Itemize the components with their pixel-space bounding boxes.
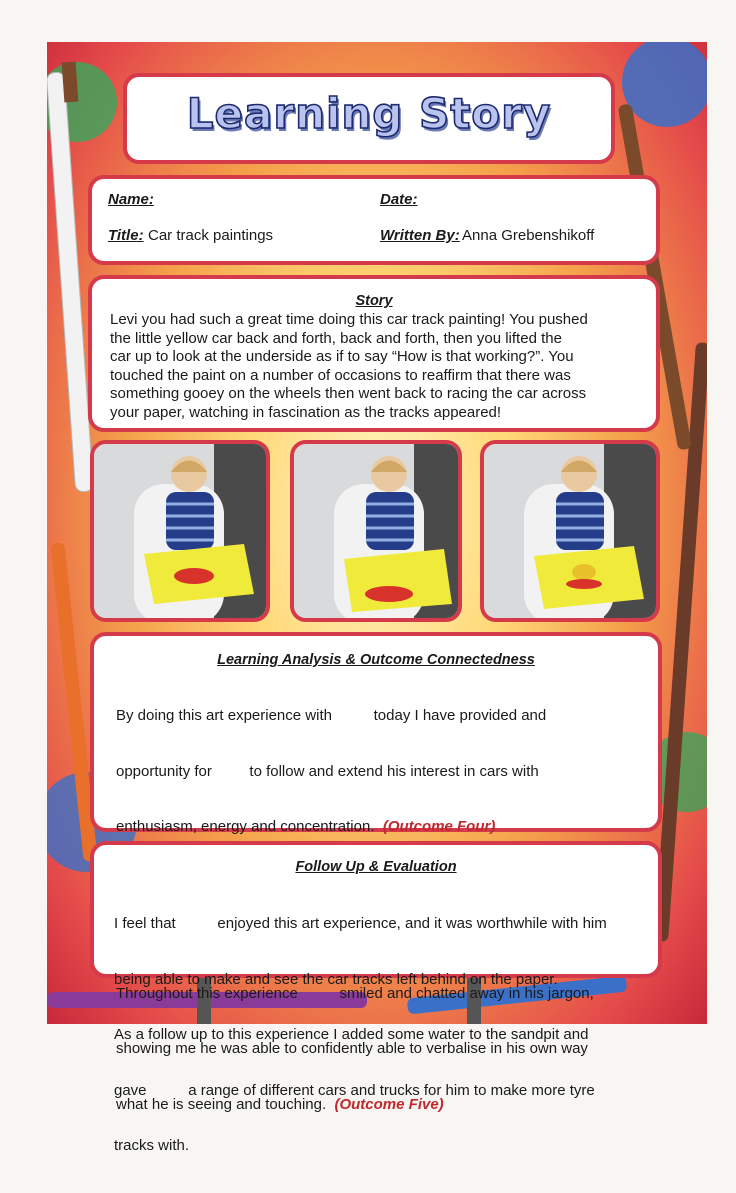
photo-image	[294, 444, 458, 618]
analysis-line: what he is seeing and touching. (Outcome Five)	[116, 1095, 444, 1113]
follow-up-line: I feel that enjoyed this art experience, and it was worthwhile with him	[114, 915, 607, 932]
analysis-line: enthusiasm, energy and concentration. (Outcome Four)	[116, 818, 496, 835]
story-line: the little yellow car back and forth, back and forth, then you lifted the	[110, 329, 562, 347]
follow-up-text	[114, 878, 607, 1193]
analysis-line: Throughout this experience smiled and chatted away in his jargon,	[116, 984, 594, 1002]
name-label: Name:	[108, 191, 154, 208]
story-line: touched the paint on a number of occasions to reaffirm that there was	[110, 366, 571, 384]
follow-up-line: being able to make and see the car tracks left behind on the paper.	[114, 970, 558, 988]
story-text	[110, 311, 588, 422]
child-painting-photo-3	[480, 440, 660, 622]
follow-up-heading: Follow Up & Evaluation	[295, 859, 457, 875]
title-value: Car track paintings	[148, 227, 274, 244]
follow-up-line: tracks with.	[114, 1137, 190, 1154]
follow-up-line: gave a range of different cars and trucks for him to make more tyre	[114, 1081, 595, 1099]
analysis-line: By doing this art experience with today I have provided and	[116, 707, 547, 724]
analysis-line: showing me he was able to confidently able to verbalise in his own way	[116, 1040, 588, 1057]
written-by-value: Anna Grebenshikoff	[462, 227, 595, 244]
outcome-four-tag: (Outcome Four)	[382, 818, 496, 835]
written-by-label: Written By:	[380, 227, 460, 244]
outcome-five-tag: (Outcome Five)	[334, 1095, 444, 1113]
story-line: Levi you had such a great time doing this car track painting! You pushed	[110, 311, 588, 328]
story-line: something gooey on the wheels then went back to racing the car across	[110, 385, 587, 402]
date-label: Date:	[380, 191, 418, 208]
story-panel	[88, 275, 660, 432]
child-painting-photo-2	[290, 440, 462, 622]
child-painting-photo-1	[90, 440, 270, 622]
photo-image	[484, 444, 656, 618]
analysis-heading: Learning Analysis & Outcome Connectedness	[217, 652, 535, 668]
analysis-line: opportunity for to follow and extend his interest in cars with	[116, 762, 539, 780]
story-line: car up to look at the underside as if to say “How is that working?”. You	[110, 348, 574, 365]
title-label: Title:	[108, 227, 144, 244]
story-line: your paper, watching in fascination as the tracks appeared!	[110, 403, 502, 421]
story-heading: Story	[355, 293, 393, 309]
title-banner	[123, 73, 615, 164]
info-panel	[88, 175, 660, 265]
page-title: Learning Story	[186, 89, 552, 138]
photo-image	[94, 444, 266, 618]
follow-up-line: As a follow up to this experience I added some water to the sandpit and	[114, 1026, 589, 1043]
